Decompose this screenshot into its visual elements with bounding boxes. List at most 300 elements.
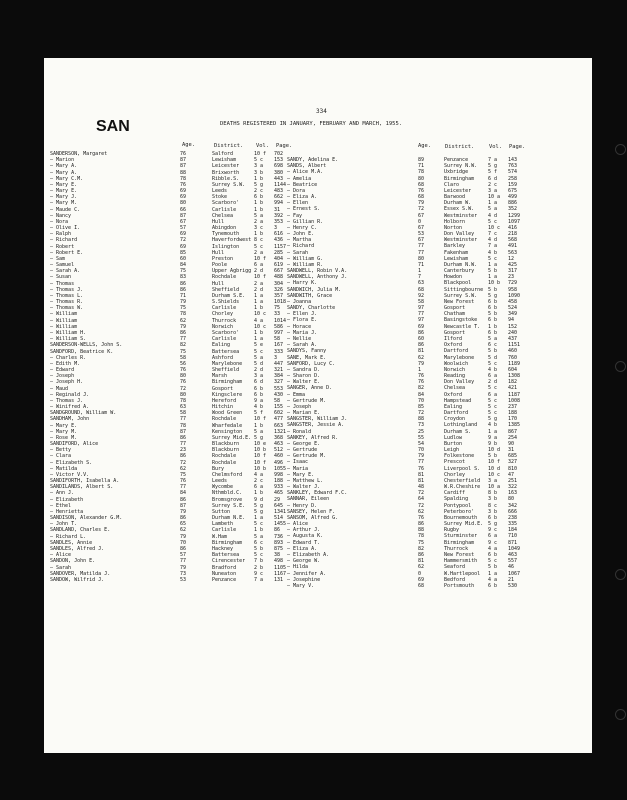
entry-page: 317 <box>508 268 518 275</box>
entry-vol: 10 c <box>254 311 267 318</box>
entry-age: 23 <box>180 447 187 454</box>
entry-vol: 6 b <box>254 194 264 201</box>
entry-age: 72 <box>418 206 425 213</box>
entry-name: SANDOVER, Matilda J. <box>50 570 111 577</box>
entry-vol: 1 a <box>254 515 264 522</box>
entry-page: 153 <box>274 157 284 164</box>
entry-page: 1018 <box>274 299 287 306</box>
entry-district: Leicester <box>444 187 472 194</box>
entry-name: — Sharon D. <box>287 373 321 380</box>
entry-age: 79 <box>418 453 425 460</box>
entry-name: — Mary E. <box>50 181 78 188</box>
entry-page: 460 <box>508 348 518 355</box>
entry-page: 251 <box>508 477 518 484</box>
entry-page: 1105 <box>274 564 287 571</box>
entry-age: 79 <box>180 564 187 571</box>
entry-vol: 6 a <box>488 533 498 540</box>
entry-name: — Ralph <box>50 231 72 238</box>
entry-vol: 1 b <box>254 206 264 213</box>
entry-vol: 1 a <box>488 261 498 268</box>
entry-name: — Alice M.A. <box>287 169 324 176</box>
header-vol: Vol. <box>256 143 269 149</box>
entry-page: 1097 <box>508 218 521 225</box>
entry-district: Don Valley <box>444 231 475 238</box>
entry-age: 75 <box>180 305 187 312</box>
entry-district: Tynemouth <box>212 231 240 238</box>
entry-name: — John T. <box>50 521 78 528</box>
entry-district: Durham W. <box>444 200 472 207</box>
entry-vol: 6 c <box>254 539 264 546</box>
entry-district: Cardiff <box>444 490 466 497</box>
entry-vol: 6 a <box>254 262 264 269</box>
entry-age: 58 <box>180 410 187 417</box>
entry-district: Nthmbld.C. <box>212 490 243 497</box>
entry-district: Durham N.W. <box>444 261 478 268</box>
entry-district: Sheffield <box>212 367 240 374</box>
entry-name: — Sandra D. <box>287 366 321 373</box>
entry-page: 188 <box>508 410 518 417</box>
entry-vol: 1 b <box>254 329 264 336</box>
entry-vol: 10 a <box>488 194 501 201</box>
entry-vol: 5 c <box>254 348 264 355</box>
entry-age: 86 <box>180 286 187 293</box>
entry-name: — Betty <box>50 447 72 454</box>
entry-age: 69 <box>180 231 187 238</box>
entry-vol: 10 f <box>254 453 267 460</box>
entry-name: — Martha <box>287 237 312 244</box>
entry-district: Gosport <box>444 329 466 336</box>
entry-name: SANDWELL, Anthony J. <box>287 274 348 281</box>
entry-vol: 5 c <box>488 255 498 262</box>
entry-page: 1014 <box>274 317 287 324</box>
entry-age: 81 <box>418 558 425 565</box>
entry-age: 63 <box>180 404 187 411</box>
entry-page: 238 <box>508 514 518 521</box>
entry-vol: 5 f <box>254 410 264 417</box>
entry-page: 21 <box>508 576 515 583</box>
entry-age: 67 <box>418 224 425 231</box>
entry-district: Prescot <box>444 459 466 466</box>
entry-name: SANDIFORD, Alice <box>50 441 99 448</box>
entry-name: SANDY, Adelina E. <box>287 157 339 163</box>
entry-vol: 8 c <box>254 237 264 244</box>
entry-vol: 5 g <box>488 292 498 299</box>
entry-vol: 6 b <box>254 391 264 398</box>
entry-vol: 5 g <box>254 181 264 188</box>
entry-age: 72 <box>418 502 425 509</box>
entry-age: 76 <box>180 367 187 374</box>
entry-age: 81 <box>418 471 425 478</box>
entry-vol: 1 a <box>254 299 264 306</box>
entry-page: 285 <box>274 249 284 256</box>
entry-page: 421 <box>508 385 518 392</box>
entry-vol: 10 d <box>488 465 501 472</box>
entry-age: 82 <box>418 385 425 392</box>
entry-vol: 6 b <box>488 317 498 324</box>
entry-vol: 8 b <box>488 490 498 497</box>
entry-district: Wood Green <box>212 410 243 417</box>
entry-district: Dartford <box>444 348 469 355</box>
entry-page: 512 <box>274 447 284 454</box>
entry-vol: 4 a <box>254 317 264 324</box>
entry-vol: 5 c <box>254 157 264 164</box>
entry-name: — Nancy <box>50 212 72 219</box>
punch-hole-icon <box>615 144 626 155</box>
entry-age: 82 <box>180 342 187 349</box>
entry-name: SANDFORD, Beatrice K. <box>50 348 114 355</box>
entry-district: S.Shields <box>212 299 240 306</box>
entry-age: 80 <box>418 175 425 182</box>
entry-name: SANGSTER, Jessie A. <box>287 422 345 429</box>
entry-name: — Thomas R. <box>50 299 84 306</box>
entry-age: 60 <box>418 335 425 342</box>
entry-page: 357 <box>274 292 284 299</box>
entry-name: SANDLES, Alfred J. <box>50 546 105 552</box>
entry-vol: 6 b <box>488 582 498 589</box>
entry-district: Marylebone <box>444 354 475 361</box>
entry-district: Ealing <box>444 403 463 410</box>
entry-page: 488 <box>274 274 284 281</box>
entry-page: 380 <box>274 169 284 176</box>
entry-page: 871 <box>508 539 518 546</box>
entry-vol: 6 a <box>488 391 498 398</box>
entry-district: Bournemouth <box>444 514 478 521</box>
entry-page: 460 <box>274 453 284 460</box>
entry-age: 65 <box>180 521 187 528</box>
entry-page: 666 <box>508 508 518 515</box>
entry-name: — Ethel <box>50 502 72 509</box>
entry-page: 463 <box>274 441 284 448</box>
entry-vol: 5 c <box>254 243 264 250</box>
entry-name: — Richard L. <box>50 533 87 540</box>
entry-vol: 2 d <box>254 268 264 275</box>
entry-age: 80 <box>180 200 187 207</box>
entry-district: Birmingham <box>444 539 475 546</box>
entry-district: Upper Agbrigg <box>212 268 252 275</box>
entry-district: Rochdale <box>212 274 237 281</box>
entry-name: — Gillian R. <box>287 218 324 225</box>
entry-name: SANGSTER, William J. <box>287 416 348 423</box>
entry-name: SANNAR, Eileen <box>287 496 330 503</box>
entry-page: 663 <box>274 422 284 429</box>
entry-vol: 1 a <box>254 336 264 343</box>
entry-name: SANDWITH, Grace <box>287 292 333 299</box>
entry-page: 416 <box>508 224 518 231</box>
entry-age: 79 <box>180 323 187 330</box>
entry-age: 68 <box>418 194 425 201</box>
entry-page: 477 <box>274 416 284 423</box>
entry-page: 557 <box>508 558 518 565</box>
entry-page: 810 <box>508 465 518 472</box>
entry-age: 87 <box>180 157 187 164</box>
entry-name: — Alice <box>50 552 72 559</box>
entry-district: Howdon <box>444 274 463 281</box>
entry-vol: 5 b <box>488 286 498 293</box>
entry-vol: 1 b <box>254 200 264 207</box>
entry-age: 68 <box>418 582 425 589</box>
entry-name: — Sarah <box>50 564 72 571</box>
entry-page: 167 <box>274 342 284 349</box>
entry-page: 90 <box>508 440 515 447</box>
entry-page: 143 <box>508 157 518 163</box>
header-vol: Vol. <box>489 144 502 150</box>
entry-page: 483 <box>274 188 284 195</box>
entry-age: 87 <box>180 428 187 435</box>
entry-name: — Mary A. <box>50 169 78 176</box>
entry-page: 447 <box>274 360 284 367</box>
entry-district: Sheffield <box>212 286 240 293</box>
entry-age: 79 <box>418 200 425 207</box>
entry-page: 875 <box>274 546 284 552</box>
entry-district: Bury <box>212 465 225 472</box>
entry-name: — Henrietta <box>50 508 84 515</box>
entry-age: 77 <box>418 249 425 256</box>
entry-vol: 5 g <box>254 508 264 515</box>
entry-page: 998 <box>274 471 284 478</box>
entry-vol: 6 d <box>488 175 498 182</box>
entry-page: 1049 <box>508 545 521 552</box>
entry-vol: 7 a <box>488 243 498 250</box>
entry-vol: 10 d <box>488 447 501 454</box>
entry-page: 1189 <box>508 360 521 367</box>
entry-page: 327 <box>274 379 284 386</box>
entry-vol: 5 d <box>488 354 498 361</box>
entry-district: Battersea <box>212 348 240 355</box>
entry-vol: 2 a <box>254 280 264 287</box>
entry-district: Hereford <box>212 397 237 404</box>
entry-name: — Richard <box>287 243 315 250</box>
entry-name: — Joseph <box>50 373 75 380</box>
entry-district: Ashford <box>212 354 234 361</box>
entry-vol: 2 c <box>254 478 264 485</box>
entry-vol: 5 g <box>254 502 264 509</box>
entry-age: 88 <box>418 416 425 423</box>
entry-district: Chorley <box>212 311 234 318</box>
entry-name: — Thomas L. <box>50 292 84 299</box>
entry-age: 75 <box>418 539 425 546</box>
entry-vol: 6 c <box>488 342 498 349</box>
entry-age: 76 <box>180 181 187 188</box>
entry-name: — William S. <box>50 336 87 343</box>
entry-name: — Flora E. <box>287 317 318 324</box>
entry-age: 77 <box>180 558 187 565</box>
entry-district: Stoke <box>212 194 228 201</box>
entry-district: Bromsgrove <box>212 496 243 503</box>
entry-age: 72 <box>418 410 425 417</box>
entry-page: 218 <box>508 231 518 238</box>
entry-district: Burton <box>444 440 463 447</box>
entry-page: 3 <box>274 354 278 361</box>
entry-age: 68 <box>418 286 425 293</box>
entry-age: 57 <box>180 552 187 559</box>
entry-name: — Samuel <box>50 262 75 269</box>
entry-page: 586 <box>274 323 284 330</box>
entry-age: 72 <box>180 385 187 392</box>
entry-district: Hampstead <box>444 397 472 404</box>
entry-vol: 9 b <box>488 440 498 447</box>
entry-page: 553 <box>274 385 284 392</box>
entry-age: 79 <box>418 360 425 367</box>
entry-name: SANDOW, Wilfrid J. <box>50 576 105 583</box>
entry-name: — Maria J. <box>287 329 318 336</box>
entry-vol: 5 a <box>488 206 498 213</box>
entry-age: 58 <box>418 298 425 305</box>
entry-district: Rochdale <box>212 416 237 423</box>
entry-vol: 3 a <box>488 187 498 194</box>
entry-age: 84 <box>180 262 187 269</box>
entry-name: — Augusta K. <box>287 533 324 540</box>
left-entries-column <box>50 151 292 583</box>
entry-district: Battersea <box>212 552 240 559</box>
entry-vol: 4 b <box>254 404 264 411</box>
entry-district: Durham S. <box>444 428 472 435</box>
entry-name: — Elizabeth A. <box>287 552 330 558</box>
entry-district: Hull <box>212 218 225 225</box>
entry-district: Chelsea <box>212 212 234 219</box>
entry-name: — Joseph <box>287 403 312 410</box>
entry-page: 159 <box>508 181 518 188</box>
entry-name: — William H. <box>50 329 87 336</box>
entry-vol: 5 c <box>254 521 264 528</box>
entry-name: SANKEY, Alfred R. <box>287 434 339 441</box>
entry-page: 131 <box>274 576 284 583</box>
header-district: District. <box>214 143 244 149</box>
entry-page: 184 <box>508 527 518 534</box>
header-district: District. <box>445 144 475 150</box>
entry-name: — Ann J. <box>50 490 75 497</box>
entry-age: 86 <box>180 329 187 336</box>
entry-name: — William <box>50 323 78 330</box>
entry-name: — George E. <box>287 440 321 447</box>
entry-vol: 9 c <box>488 527 498 534</box>
entry-name: — Maud <box>50 385 69 392</box>
entry-vol: 6 b <box>488 298 498 305</box>
entry-name: — Mary V. <box>287 582 315 589</box>
entry-page: 3 <box>274 225 278 232</box>
entry-page: 94 <box>508 317 515 324</box>
entry-vol: 6 d <box>254 379 264 386</box>
entry-age: 78 <box>180 311 187 318</box>
entry-page: 702 <box>274 151 284 157</box>
entry-age: 71 <box>418 261 425 268</box>
entry-district: Carlisle <box>212 336 237 343</box>
entry-vol: 10 c <box>488 224 501 231</box>
entry-name: — Edith M. <box>50 360 81 367</box>
entry-page: 188 <box>274 478 284 485</box>
entry-age: 66 <box>180 206 187 213</box>
entry-age: 80 <box>418 255 425 262</box>
entry-vol: 5 g <box>488 163 498 170</box>
entry-name: SANDERSON-WELLS, John S. <box>50 342 123 349</box>
entry-district: Ludlow <box>444 434 463 441</box>
entry-age: 71 <box>418 163 425 170</box>
entry-vol: 2 d <box>488 379 498 386</box>
entry-vol: 5 c <box>488 397 498 404</box>
entry-vol: 10 f <box>254 274 267 281</box>
right-entries-column <box>287 157 532 589</box>
entry-district: Islington <box>212 243 240 250</box>
entry-name: — Jennifer A. <box>287 570 327 577</box>
entry-page: 392 <box>274 212 284 219</box>
entry-district: Surrey S.W. <box>444 292 478 299</box>
entry-vol: 9 c <box>488 539 498 546</box>
entry-age: 67 <box>418 237 425 244</box>
entry-vol: 9 d <box>254 496 264 503</box>
entry-name: — Edward <box>50 367 75 374</box>
entry-age: 86 <box>418 329 425 336</box>
entry-name: — Arthur J. <box>287 527 321 534</box>
entry-name: SANDLAND, Charles E. <box>50 527 111 534</box>
entry-age: 79 <box>180 508 187 515</box>
entry-page: 437 <box>508 335 518 342</box>
entry-name: — Susan <box>50 274 72 281</box>
entry-name: — Maria <box>287 465 309 472</box>
entry-name: — Robert E. <box>50 249 84 256</box>
entry-district: Surrey Mid.E. <box>212 434 252 441</box>
entry-vol: 5 c <box>488 360 498 367</box>
entry-age: 53 <box>418 231 425 238</box>
entry-name: — Matthew L. <box>287 477 324 484</box>
entry-age: 72 <box>180 459 187 466</box>
entry-page: 170 <box>508 416 518 423</box>
entry-age: 56 <box>180 360 187 367</box>
entry-page: 1157 <box>274 243 287 250</box>
entry-name: — George W. <box>287 558 321 565</box>
entry-age: 77 <box>418 311 425 318</box>
entry-age: 0 <box>418 218 422 225</box>
entry-page: 58 <box>274 336 281 343</box>
entry-age: 78 <box>180 422 187 429</box>
entry-page: 352 <box>508 206 518 213</box>
entry-name: — Victor V.V. <box>50 471 90 478</box>
entry-district: Abingdon <box>212 225 237 232</box>
entry-page: 1321 <box>274 428 287 435</box>
entry-vol: 5 b <box>254 546 264 552</box>
entry-district: Don Valley <box>444 379 475 386</box>
entry-district: Ilford <box>444 335 463 342</box>
entry-name: — Gertrude <box>287 447 318 454</box>
entry-page: 29 <box>274 496 281 503</box>
entry-vol: 2 d <box>254 286 264 293</box>
entry-vol: 5 b <box>488 348 498 355</box>
entry-age: 81 <box>418 477 425 484</box>
register-row <box>287 583 532 589</box>
entry-vol: 5 d <box>254 360 264 367</box>
entry-name: — Ellen <box>287 200 309 207</box>
entry-vol: 7 a <box>254 576 264 583</box>
entry-page: 1055 <box>274 465 287 472</box>
entry-age: 84 <box>180 490 187 497</box>
entry-district: Essex S.W. <box>444 206 475 213</box>
entry-vol: 9 c <box>254 570 264 577</box>
entry-district: Rochdale <box>212 453 237 460</box>
entry-vol: 1 b <box>254 231 264 238</box>
entry-name: — Eliza A. <box>287 194 318 201</box>
entry-age: 92 <box>418 292 425 299</box>
entry-name: — Walter E. <box>287 379 321 386</box>
entry-page: 12 <box>508 255 515 262</box>
entry-page: 46 <box>508 564 515 571</box>
entry-vol: 7 c <box>488 231 498 238</box>
entry-page: 1455 <box>274 521 287 528</box>
entry-vol: 6 b <box>488 514 498 521</box>
entry-name: SANE, Mark E. <box>287 354 327 361</box>
entry-page: 667 <box>274 268 284 275</box>
entry-vol: 5 b <box>488 453 498 460</box>
entry-district: Brixworth <box>212 169 240 176</box>
entry-district: Chelsea <box>444 385 466 392</box>
entry-page: 430 <box>274 391 284 398</box>
